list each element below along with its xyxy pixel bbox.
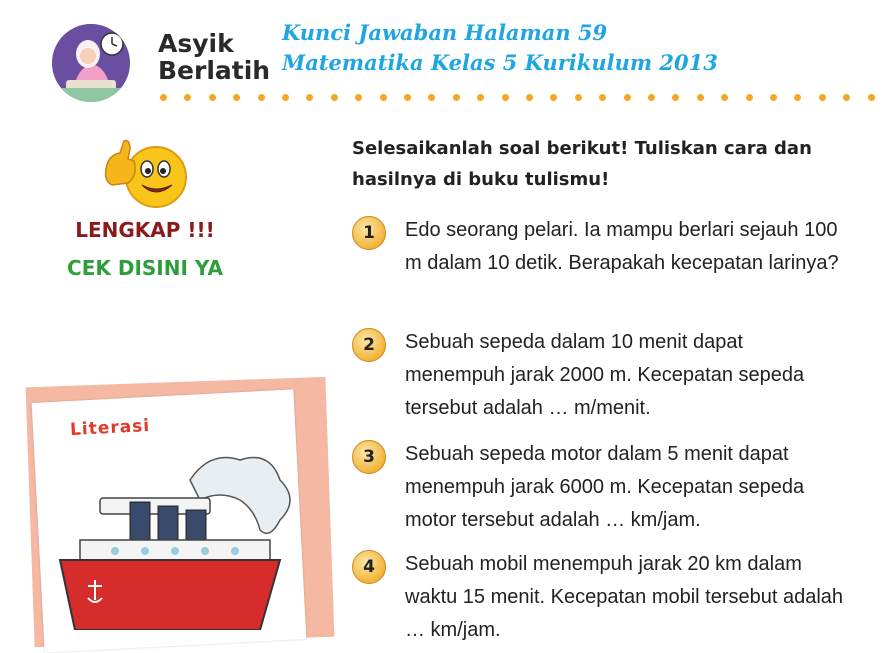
divider-dot <box>794 94 801 101</box>
divider-dot <box>746 94 753 101</box>
divider-dot <box>624 94 631 101</box>
thumbs-up-emoji-icon <box>100 135 190 215</box>
divider-dot <box>428 94 435 101</box>
question-text: Sebuah mobil menempuh jarak 20 km dalam waktu 15 menit. Kecepatan mobil tersebut adalah … km/jam. <box>405 553 844 641</box>
divider-dot <box>526 94 533 101</box>
divider-dot <box>233 94 240 101</box>
promo-line-2[interactable]: CEK DISINI YA <box>67 256 223 280</box>
question-number: 4 <box>352 550 386 584</box>
divider-dot <box>770 94 777 101</box>
dotted-divider <box>160 92 880 104</box>
student-clock-illustration <box>52 24 130 102</box>
divider-dot <box>550 94 557 101</box>
divider-dot <box>575 94 582 101</box>
divider-dot <box>648 94 655 101</box>
page-title <box>282 18 718 78</box>
divider-dot <box>160 94 167 101</box>
divider-dot <box>355 94 362 101</box>
divider-dot <box>453 94 460 101</box>
divider-dot <box>209 94 216 101</box>
badge-line-2: Berlatih <box>158 56 271 85</box>
divider-dot <box>721 94 728 101</box>
page-title-line-1: Kunci Jawaban Halaman 59 <box>282 20 608 45</box>
divider-dot <box>868 94 875 101</box>
divider-dot <box>477 94 484 101</box>
question-text: Sebuah sepeda motor dalam 5 menit dapat menempuh jarak 6000 m. Kecepatan sepeda motor tersebut adalah … km/jam. <box>405 443 805 531</box>
promo-line-1: LENGKAP !!! <box>75 218 215 242</box>
badge-line-1: Asyik <box>158 29 234 58</box>
asyik-berlatih-badge <box>158 30 270 84</box>
student-illustration-icon <box>52 24 130 102</box>
divider-dot <box>331 94 338 101</box>
ship-illustration-icon <box>40 440 300 630</box>
divider-dot <box>672 94 679 101</box>
divider-dot <box>843 94 850 101</box>
question-number: 1 <box>352 216 386 250</box>
divider-dot <box>502 94 509 101</box>
card-label: Literasi <box>69 415 151 441</box>
divider-dot <box>258 94 265 101</box>
page-header <box>0 0 888 110</box>
question-number: 3 <box>352 440 386 474</box>
divider-dot <box>380 94 387 101</box>
divider-dot <box>306 94 313 101</box>
question-text: Edo seorang pelari. Ia mampu berlari sejauh 100 m dalam 10 detik. Berapakah kecepatan larinya? <box>405 219 839 274</box>
divider-dot <box>697 94 704 101</box>
divider-dot <box>819 94 826 101</box>
instruction-text: Selesaikanlah soal berikut! Tuliskan cara dan hasilnya di buku tulismu! <box>352 138 812 190</box>
question-number: 2 <box>352 328 386 362</box>
divider-dot <box>184 94 191 101</box>
divider-dot <box>282 94 289 101</box>
question-text: Sebuah sepeda dalam 10 menit dapat menempuh jarak 2000 m. Kecepatan sepeda tersebut adalah … m/menit. <box>405 331 805 419</box>
divider-dot <box>404 94 411 101</box>
divider-dot <box>599 94 606 101</box>
page-title-line-2: Matematika Kelas 5 Kurikulum 2013 <box>282 50 718 75</box>
